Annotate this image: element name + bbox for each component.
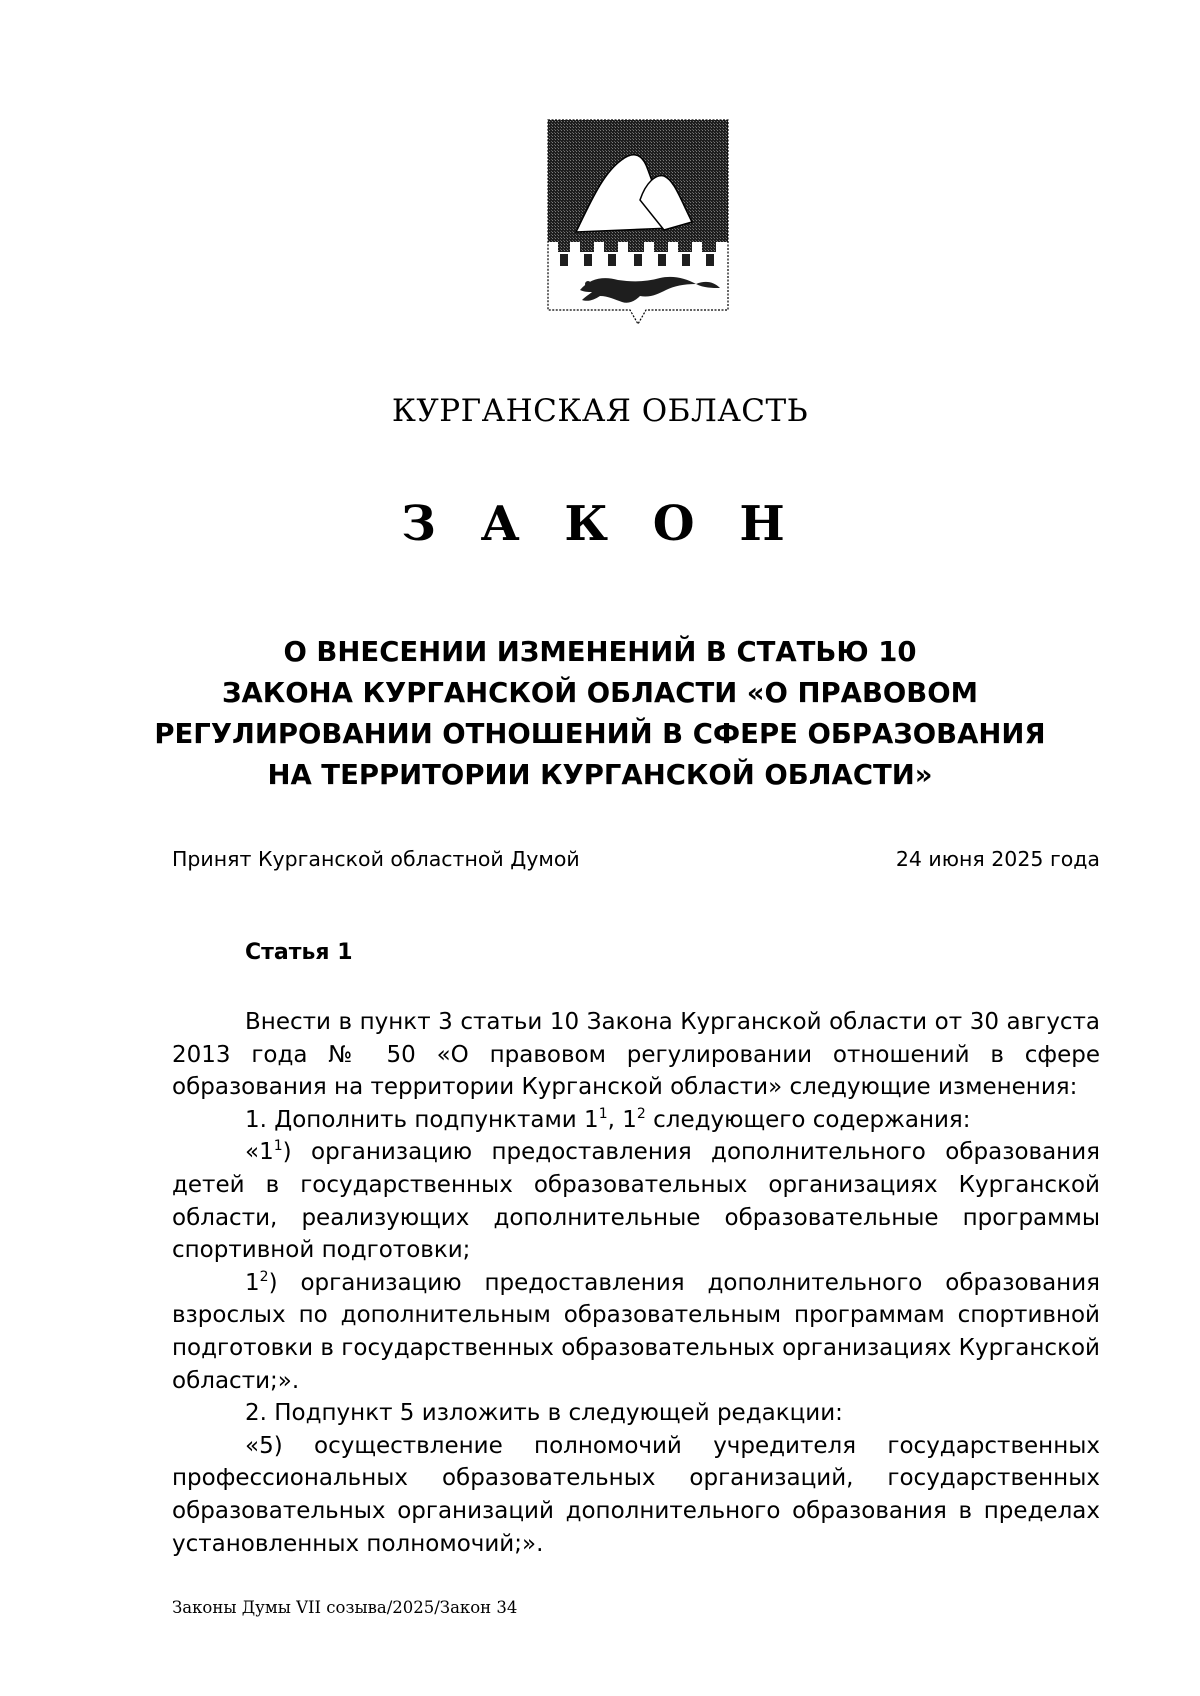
item-1-paragraph [172,1104,1100,1137]
document-type-heading: З А К О Н [401,496,799,552]
item-1-text: 1. Дополнить подпунктами 1 [245,1106,599,1133]
subitem-number: «1 [245,1139,274,1166]
item-1-text: следующего содержания: [645,1106,971,1133]
item-2-paragraph: 2. Подпункт 5 изложить в следующей редакции: [245,1400,843,1427]
item-1-text: , 1 [607,1106,637,1133]
superscript: 2 [636,1105,646,1122]
article-body [172,1006,1100,1560]
article-heading: Статья 1 [245,940,353,965]
law-title-line: РЕГУЛИРОВАНИИ ОТНОШЕНИЙ В СФЕРЕ ОБРАЗОВАНИЯ [154,718,1046,750]
superscript: 2 [259,1268,269,1285]
adopted-by: Принят Курганской областной Думой [172,847,580,871]
subitem-number: 1 [245,1269,260,1296]
law-title-line: ЗАКОНА КУРГАНСКОЙ ОБЛАСТИ «О ПРАВОВОМ [221,677,979,709]
law-title-line: О ВНЕСЕНИИ ИЗМЕНЕНИЙ В СТАТЬЮ 10 [283,636,917,668]
subitem-5-paragraph: «5) осуществление полномочий учредителя государственных профессиональных образовательных организаций, государственных образовательных организаций дополнительного образования в пределах установленных полномочий;». [172,1432,1100,1557]
region-heading: КУРГАНСКАЯ ОБЛАСТЬ [391,393,809,429]
law-title [150,632,1050,796]
superscript: 1 [273,1138,283,1155]
coat-of-arms-emblem [546,118,730,354]
article-intro-paragraph: Внести в пункт 3 статьи 10 Закона Курганской области от 30 августа 2013 года № 50 «О правовом регулировании отношений в сфере образования на территории Курганской области» следующие изменения: [172,1009,1100,1101]
subitem-text: ) организацию предоставления дополнительного образования взрослых по дополнительным образовательным программам спортивной подготовки в государственных образовательных организациях Курганской области;». [172,1269,1100,1394]
subitem-1-2-paragraph [172,1267,1100,1397]
document-footer: Законы Думы VII созыва/2025/Закон 34 [172,1598,518,1617]
adoption-line [172,847,1100,877]
adoption-date: 24 июня 2025 года [895,847,1100,871]
subitem-1-1-paragraph [172,1136,1100,1266]
superscript: 1 [598,1105,608,1122]
law-title-line: НА ТЕРРИТОРИИ КУРГАНСКОЙ ОБЛАСТИ» [267,759,933,791]
subitem-text: ) организацию предоставления дополнительного образования детей в государственных образовательных организациях Курганской области, реализующих дополнительные образовательные программы спортивной подготовки; [172,1139,1100,1264]
